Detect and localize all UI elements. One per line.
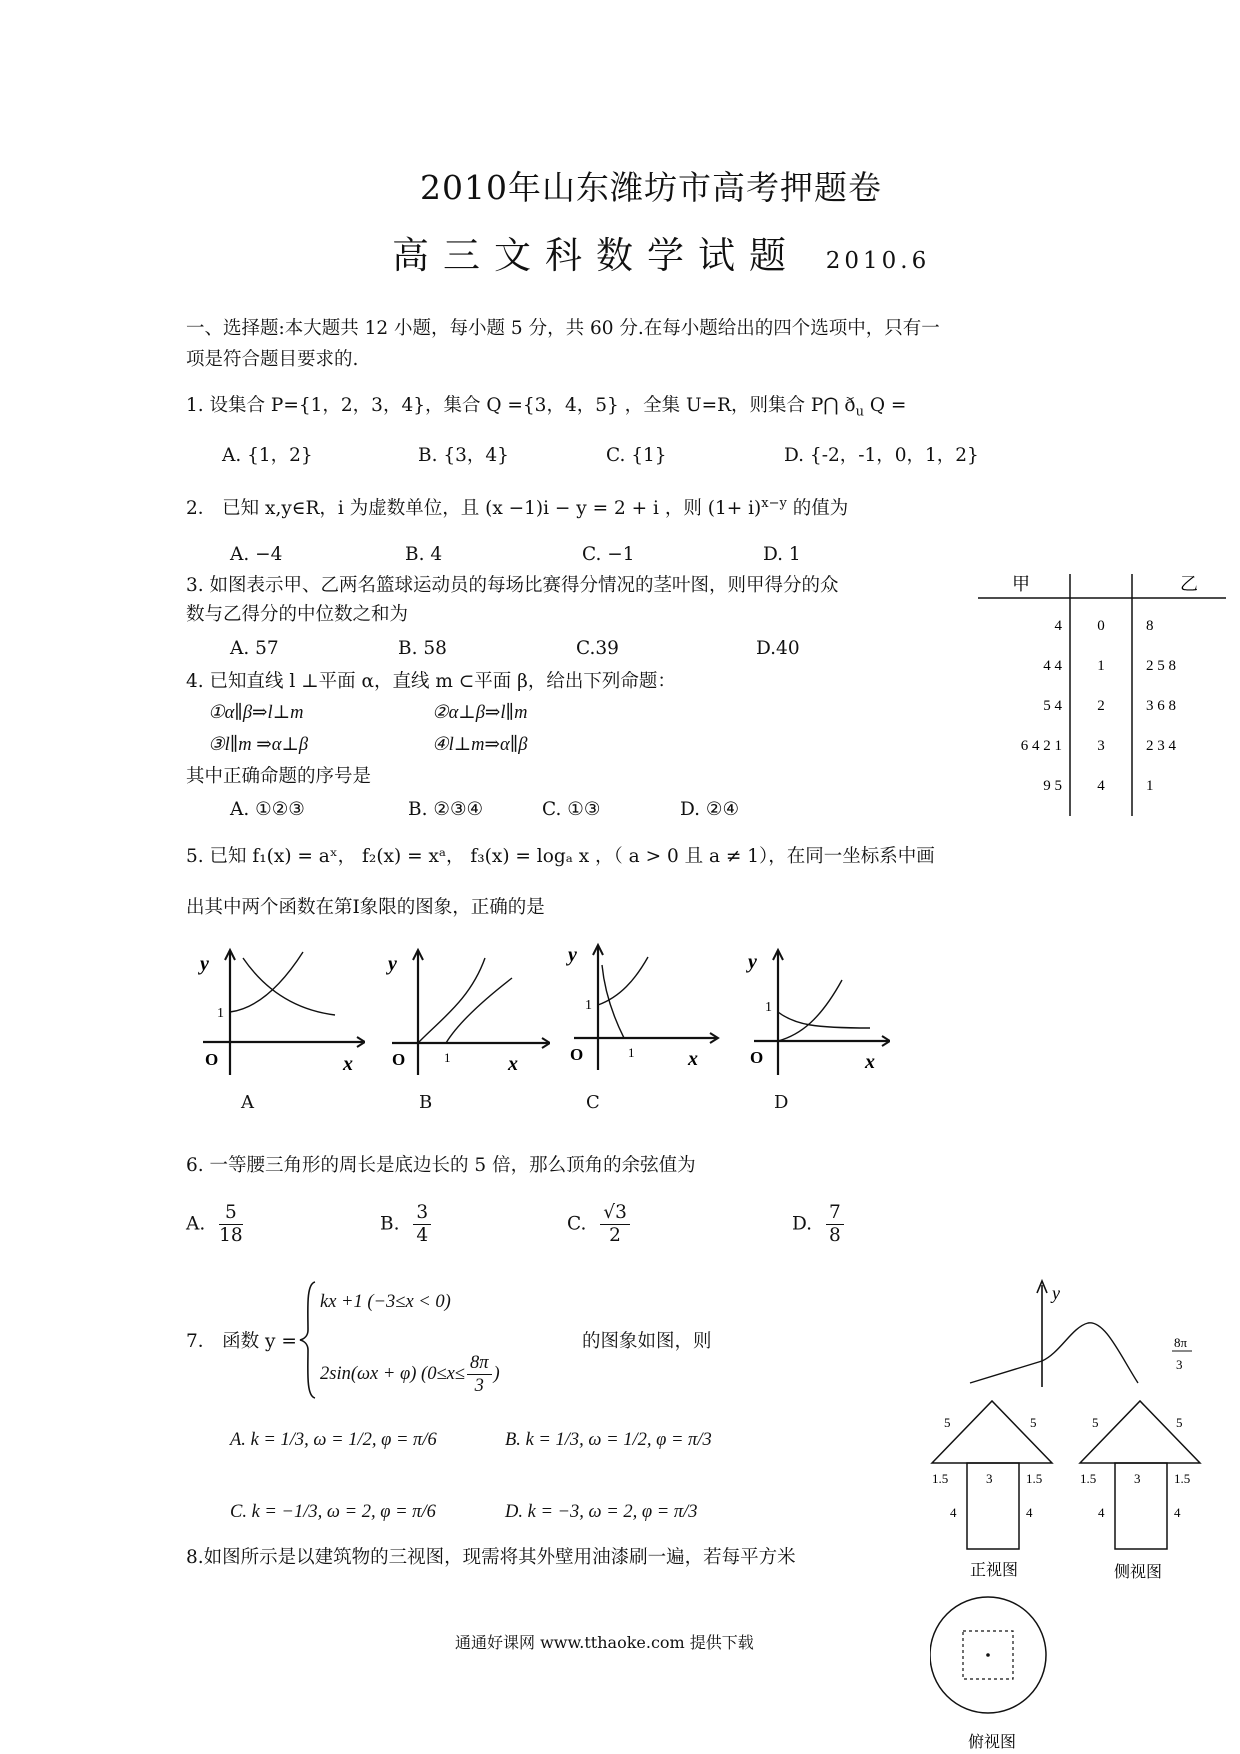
stemleaf-left-1: 4 4 [1043, 658, 1062, 674]
q1-tail: Q = [869, 395, 907, 416]
three-views [930, 1395, 1230, 1750]
side-view-label: 侧视图 [1114, 1564, 1163, 1581]
q7-graph [960, 1275, 1235, 1390]
curve-exp [598, 957, 648, 1005]
q2-option-b: B. 4 [405, 544, 443, 565]
svg-text:y: y [748, 951, 757, 973]
q7-brace [298, 1280, 318, 1400]
q1-option-d: D. {-2，-1，0，1，2} [784, 445, 979, 466]
svg-text:1.5: 1.5 [1026, 1471, 1043, 1486]
q4-prop-4: ④l⊥m⇒α∥β [432, 735, 528, 755]
q3-line1: 3. 如图表示甲、乙两名篮球运动员的每场比赛得分情况的茎叶图，则甲得分的众 [186, 575, 839, 596]
curve-log [446, 978, 512, 1043]
svg-text:4: 4 [1174, 1505, 1181, 1520]
q4-prop-2: ②α⊥β⇒l∥m [432, 703, 528, 723]
paper-subtitle [392, 225, 930, 279]
q4-prop-1: ①α∥β⇒l⊥m [208, 703, 304, 723]
stemleaf-left-0: 4 [1054, 618, 1062, 634]
q6-option-c: C. $\frac{√3}{2}$ [567, 1202, 632, 1247]
q5-label-b: B [419, 1092, 433, 1113]
stemleaf-right-1: 2 5 8 [1146, 658, 1176, 674]
stemleaf-right-3: 2 3 4 [1146, 738, 1176, 754]
stemleaf-stem-4: 4 [1097, 778, 1105, 794]
svg-text:1: 1 [765, 1000, 772, 1015]
svg-text:1.5: 1.5 [1174, 1471, 1191, 1486]
q3-option-a: A. 57 [230, 638, 279, 659]
q5-graph-a [185, 940, 365, 1080]
svg-text:O: O [205, 1050, 219, 1069]
curve-decay [778, 1012, 870, 1028]
q5-line2: 出其中两个函数在第Ⅰ象限的图象，正确的是 [186, 897, 545, 918]
svg-text:8π: 8π [1174, 1335, 1188, 1350]
svg-text:1: 1 [444, 1050, 451, 1065]
stemleaf-right-0: 8 [1146, 618, 1154, 634]
subtitle-text: 高三文科数学试题 [392, 234, 800, 277]
stemleaf-stem-0: 0 [1097, 618, 1105, 634]
svg-text:1.5: 1.5 [932, 1471, 949, 1486]
svg-text:y: y [568, 944, 577, 966]
stemleaf-stem-1: 1 [1097, 658, 1105, 674]
q7-lead: 7． 函数 y = [186, 1331, 297, 1352]
svg-text:x: x [508, 1053, 518, 1075]
q4-option-c: C. ①③ [542, 799, 601, 820]
q8-stem: 8.如图所示是以建筑物的三视图，现需将其外壁用油漆刷一遍，若每平方米 [186, 1547, 796, 1568]
exam-date: 2010.6 [825, 248, 931, 274]
function-curve [970, 1323, 1138, 1383]
question-2 [186, 492, 848, 521]
q1-stem: 1. 设集合 P={1，2，3，4}，集合 Q ={3，4，5} ，全集 U=R，则集合 P⋂ ð [186, 395, 856, 416]
stemleaf-right-2: 3 6 8 [1146, 698, 1176, 714]
q5-label-c: C [586, 1092, 600, 1113]
svg-text:y: y [200, 953, 209, 975]
q1-option-a: A. {1，2} [222, 445, 313, 466]
front-view-label: 正视图 [970, 1562, 1019, 1579]
top-view [930, 1597, 1046, 1713]
svg-text:5: 5 [1176, 1415, 1183, 1430]
svg-text:1: 1 [585, 998, 592, 1013]
svg-text:1: 1 [217, 1006, 224, 1021]
q3-line2: 数与乙得分的中位数之和为 [186, 604, 409, 625]
stemleaf-left-3: 6 4 2 1 [1020, 738, 1062, 754]
svg-text:y: y [1052, 1283, 1060, 1303]
question-1 [186, 394, 906, 425]
top-view-label: 俯视图 [968, 1734, 1017, 1750]
q7-option-c: C. k = −1/3, ω = 2, φ = π/6 [230, 1502, 436, 1522]
svg-text:5: 5 [1030, 1415, 1037, 1430]
q7-option-d: D. k = −3, ω = 2, φ = π/3 [505, 1502, 698, 1522]
stemleaf-left-4: 9 5 [1043, 778, 1062, 794]
q6-option-b: B. $\frac{3}{4}$ [380, 1202, 433, 1247]
q2-option-c: C. −1 [582, 544, 635, 565]
q2-option-a: A. −4 [230, 544, 283, 565]
q5-label-d: D [774, 1092, 789, 1113]
q1-option-b: B. {3，4} [418, 445, 509, 466]
q2-stem-b: 的值为 [786, 498, 849, 520]
q1-sub: u [855, 404, 864, 420]
svg-text:y: y [388, 953, 397, 975]
q4-ask: 其中正确命题的序号是 [186, 766, 372, 787]
q6-option-a: A. $\frac{5}{18}$ [186, 1202, 243, 1246]
q5-graph-c [560, 935, 720, 1075]
q4-stem: 4. 已知直线 l ⊥平面 α，直线 m ⊂平面 β，给出下列命题： [186, 671, 676, 692]
stemleaf-right-4: 1 [1146, 778, 1154, 794]
q4-prop-3: ③l∥m ⇒α⊥β [208, 735, 309, 755]
svg-text:O: O [570, 1045, 584, 1064]
svg-text:O: O [750, 1048, 764, 1067]
svg-text:5: 5 [944, 1415, 951, 1430]
q4-option-d: D. ②④ [680, 799, 740, 820]
q3-option-d: D.40 [756, 638, 800, 659]
stemleaf-stem-2: 2 [1097, 698, 1105, 714]
svg-text:x: x [343, 1053, 353, 1075]
q2-sup: x−y [761, 496, 787, 511]
q2-stem-a: 2． 已知 x,y∈R，i 为虚数单位，且 (x −1)i − y = 2 + i ，则 (1+ i) [186, 498, 762, 520]
curve-power [418, 958, 485, 1043]
q4-option-b: B. ②③④ [408, 799, 484, 820]
q5-line1: 5. 已知 f₁(x) = aˣ， f₂(x) = xᵃ， f₃(x) = logₐ x ，（ a > 0 且 a ≠ 1），在同一坐标系中画 [186, 846, 935, 867]
q6-stem: 6. 一等腰三角形的周长是底边长的 5 倍，那么顶角的余弦值为 [186, 1155, 696, 1176]
q3-option-c: C.39 [576, 638, 619, 659]
q3-option-b: B. 58 [398, 638, 447, 659]
svg-text:3: 3 [1176, 1357, 1183, 1372]
curve-exp [230, 952, 303, 1012]
q5-graph-d [740, 940, 890, 1080]
footer-credit: 通通好课网 www.tthaoke.com 提供下载 [455, 1633, 754, 1652]
curve-decay [243, 958, 335, 1015]
stemleaf-left-2: 5 4 [1043, 698, 1062, 714]
q1-option-c: C. {1} [606, 445, 667, 466]
front-view [932, 1401, 1052, 1549]
svg-text:x: x [865, 1051, 875, 1073]
q7-case-2: 2sin(ωx + φ) (0≤x≤ $\frac{8\pi}{3}$ ) [320, 1353, 500, 1396]
q4-option-a: A. ①②③ [230, 799, 305, 820]
stemleaf-stem-3: 3 [1097, 738, 1105, 754]
q5-graph-b [380, 940, 550, 1080]
q6-option-d: D. $\frac{7}{8}$ [792, 1202, 846, 1247]
svg-text:1: 1 [628, 1045, 635, 1060]
svg-text:O: O [392, 1050, 406, 1069]
svg-text:5: 5 [1092, 1415, 1099, 1430]
q5-label-a: A [241, 1092, 254, 1113]
svg-text:3: 3 [1134, 1471, 1141, 1486]
stemleaf-left-header: 甲 [1012, 574, 1030, 594]
exam-title: 2010年山东潍坊市高考押题卷 [420, 168, 882, 207]
svg-text:4: 4 [1026, 1505, 1033, 1520]
svg-text:x: x [688, 1048, 698, 1070]
svg-text:4: 4 [1098, 1505, 1105, 1520]
q7-tail: 的图象如图，则 [582, 1331, 712, 1352]
svg-text:1.5: 1.5 [1080, 1471, 1097, 1486]
q7-option-a: A. k = 1/3, ω = 1/2, φ = π/6 [230, 1430, 437, 1450]
q7-case-1: kx +1 (−3≤x < 0) [320, 1292, 451, 1312]
section1-line1: 一、选择题:本大题共 12 小题，每小题 5 分，共 60 分.在每小题给出的四个选项中，只有一 [186, 318, 940, 339]
q2-option-d: D. 1 [763, 544, 801, 565]
section1-line2: 项是符合题目要求的. [186, 349, 359, 370]
q7-option-b: B. k = 1/3, ω = 1/2, φ = π/3 [505, 1430, 712, 1450]
svg-text:3: 3 [986, 1471, 993, 1486]
stem-leaf-plot [970, 568, 1228, 820]
stemleaf-right-header: 乙 [1180, 574, 1198, 594]
svg-text:4: 4 [950, 1505, 957, 1520]
side-view [1080, 1401, 1200, 1549]
curve-rise [778, 980, 842, 1041]
